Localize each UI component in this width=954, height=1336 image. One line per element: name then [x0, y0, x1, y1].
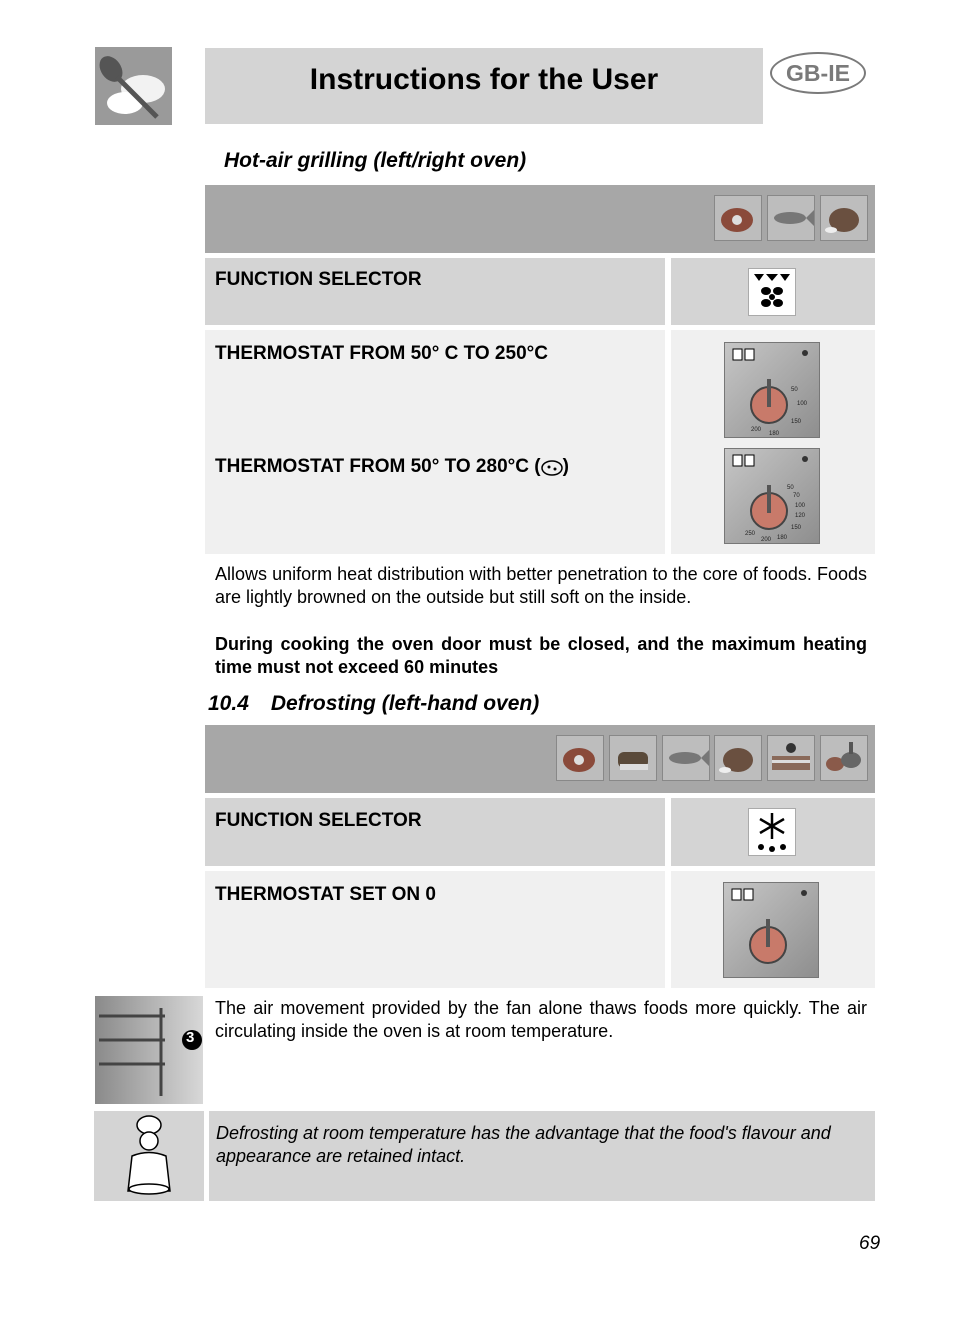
snowflake-drops-icon: [748, 808, 796, 856]
dial2-tick-6: 180: [777, 535, 788, 541]
section-title-hot-air: Hot-air grilling (left/right oven): [224, 149, 527, 172]
chef-logo: [95, 47, 172, 125]
page-title: Instructions for the User: [309, 63, 659, 96]
cake-icon: [767, 735, 815, 781]
oven-shelf-illustration: [95, 996, 203, 1104]
vegetables-icon: [820, 735, 868, 781]
dial2-tick-7: 200: [761, 537, 772, 543]
dial1-tick-2: 100: [797, 401, 808, 407]
thermostat-dial-zero-icon: [723, 882, 819, 978]
thermostat-range-2-text: THERMOSTAT FROM 50° TO 280°C (: [215, 456, 541, 477]
dial2-tick-3: 100: [795, 503, 806, 509]
poultry-icon: [820, 195, 868, 241]
dial1-tick-1: 50: [791, 387, 798, 393]
pizza-icon: [541, 458, 563, 476]
hot-air-warning: During cooking the oven door must be closed, and the maximum heating time must not exceed 60 minutes: [215, 634, 867, 677]
defrost-function-selector-cell: [205, 798, 665, 866]
thermostat-zero-label: THERMOSTAT SET ON 0: [215, 884, 436, 905]
fish-icon: [767, 195, 815, 241]
dial2-tick-1: 50: [787, 485, 794, 491]
dial2-tick-2: 70: [793, 493, 800, 499]
thermostat-range-2-label: [215, 456, 569, 478]
hot-air-description: Allows uniform heat distribution with better penetration to the core of foods. Foods are lightly browned on the outside but still soft on the inside.: [215, 564, 867, 607]
thermostat-dial-250-icon: [724, 342, 820, 438]
dial1-tick-4: 180: [769, 431, 780, 437]
meat-icon: [714, 195, 762, 241]
defrost-description: The air movement provided by the fan alone thaws foods more quickly. The air circulating inside the oven is at room temperature.: [215, 998, 867, 1041]
defrost-function-selector-label: FUNCTION SELECTOR: [215, 810, 422, 831]
section-title-defrost: [208, 692, 539, 716]
dial2-tick-8: 250: [745, 531, 756, 537]
spoon-hat-icon: [95, 47, 172, 125]
dial2-tick-4: 120: [795, 513, 806, 519]
region-badge: GB-IE: [770, 52, 866, 94]
section-number: 10.4: [208, 692, 249, 715]
dial1-tick-5: 200: [751, 427, 762, 433]
thermostat-dial-280-icon: [724, 448, 820, 544]
shelf-number: 3: [186, 1029, 195, 1046]
page-number: 69: [859, 1233, 881, 1254]
dial2-tick-5: 150: [791, 525, 802, 531]
thermostat-range-1-label: THERMOSTAT FROM 50° C TO 250°C: [215, 343, 548, 364]
chef-illustration: [94, 1111, 204, 1201]
poultry-icon: [714, 735, 762, 781]
fish-icon: [662, 735, 710, 781]
chef-icon: [94, 1111, 204, 1201]
bread-icon: [609, 735, 657, 781]
dial1-tick-3: 150: [791, 419, 802, 425]
thermostat-range-2-suffix: ): [562, 456, 569, 477]
meat-icon: [556, 735, 604, 781]
defrost-tip: Defrosting at room temperature has the advantage that the food's flavour and appearance are retained intact.: [216, 1123, 831, 1166]
fan-grill-symbol-icon: [748, 268, 796, 316]
section-title-text: Defrosting (left-hand oven): [270, 692, 540, 715]
function-selector-label: FUNCTION SELECTOR: [215, 269, 422, 290]
